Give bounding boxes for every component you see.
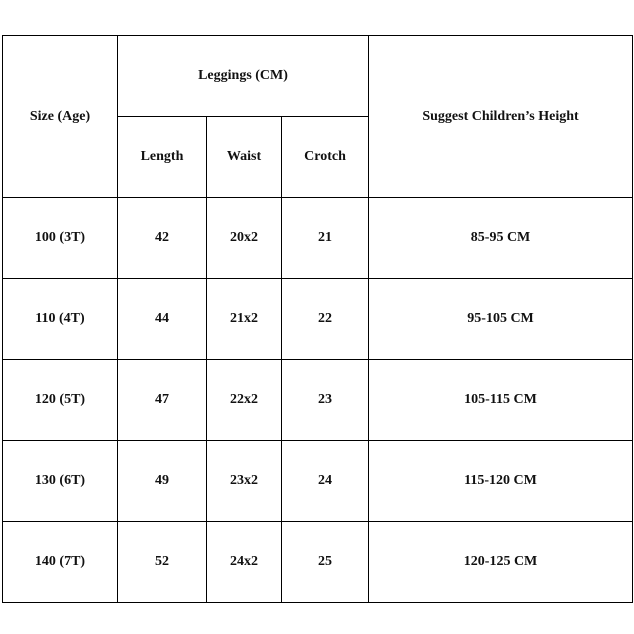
table-row: [3, 522, 633, 603]
waist-cell: 22x2: [207, 360, 282, 441]
height-cell: 95-105 CM: [369, 279, 633, 360]
crotch-cell: 24: [282, 441, 369, 522]
waist-cell: 20x2: [207, 198, 282, 279]
height-header: Suggest Children’s Height: [369, 36, 633, 198]
table-row: [3, 198, 633, 279]
header-row-top: [3, 36, 633, 117]
crotch-cell: 21: [282, 198, 369, 279]
waist-cell: 23x2: [207, 441, 282, 522]
length-cell: 42: [118, 198, 207, 279]
size-cell: 130 (6T): [3, 441, 118, 522]
size-cell: 100 (3T): [3, 198, 118, 279]
height-cell: 120-125 CM: [369, 522, 633, 603]
height-cell: 85-95 CM: [369, 198, 633, 279]
size-cell: 110 (4T): [3, 279, 118, 360]
length-cell: 44: [118, 279, 207, 360]
length-cell: 47: [118, 360, 207, 441]
size-cell: 120 (5T): [3, 360, 118, 441]
waist-header: Waist: [207, 117, 282, 198]
crotch-cell: 22: [282, 279, 369, 360]
length-cell: 49: [118, 441, 207, 522]
table-row: [3, 279, 633, 360]
size-age-header: Size (Age): [3, 36, 118, 198]
crotch-header: Crotch: [282, 117, 369, 198]
table-row: [3, 441, 633, 522]
leggings-group-header: Leggings (CM): [118, 36, 369, 117]
height-cell: 115-120 CM: [369, 441, 633, 522]
height-cell: 105-115 CM: [369, 360, 633, 441]
waist-cell: 24x2: [207, 522, 282, 603]
size-cell: 140 (7T): [3, 522, 118, 603]
crotch-cell: 25: [282, 522, 369, 603]
table-row: [3, 360, 633, 441]
size-chart-table: [2, 35, 633, 603]
length-header: Length: [118, 117, 207, 198]
length-cell: 52: [118, 522, 207, 603]
waist-cell: 21x2: [207, 279, 282, 360]
crotch-cell: 23: [282, 360, 369, 441]
